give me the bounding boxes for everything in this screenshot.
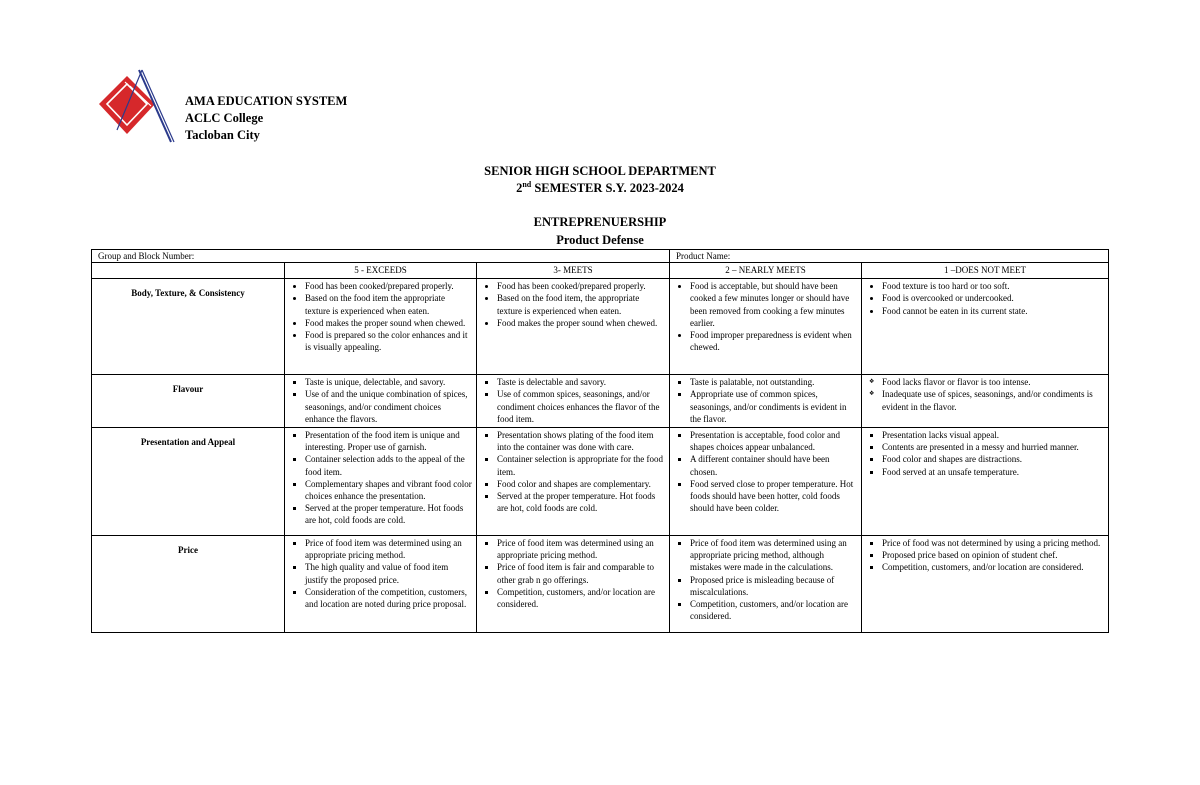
descriptor: ▪ Consideration of the competition, customers, and location are noted during price proposal. (305, 586, 472, 610)
descriptor: ▪ Presentation is acceptable, food color and shapes choices appear unbalanced. (690, 429, 857, 453)
descriptor: ▪ Price of food item was determined using an appropriate pricing method. (305, 537, 472, 561)
rubric-cell (477, 536, 670, 633)
descriptor: • Food is prepared so the color enhances and it is visually appealing. (305, 329, 472, 353)
rubric-cell (477, 375, 670, 428)
group-block-field[interactable]: Group and Block Number: (92, 250, 670, 263)
rubric-cell (477, 428, 670, 536)
subject-title: ENTREPRENUERSHIP (533, 215, 667, 229)
descriptor: ❖ Inadequate use of spices, seasonings, and/or condiments is evident in the flavor. (882, 388, 1104, 412)
rubric-cell (285, 279, 477, 375)
semester-title (0, 180, 1200, 196)
descriptor: ▪ Appropriate use of common spices, seasonings, and/or condiments is evident in the flavor. (690, 388, 857, 425)
level-header-row (92, 263, 1109, 279)
rubric-cell (670, 375, 862, 428)
rubric-cell (862, 375, 1109, 428)
descriptor: ▪ Contents are presented in a messy and hurried manner. (882, 441, 1104, 453)
rubric-cell (670, 279, 862, 375)
semester-number: 2 (516, 181, 523, 196)
criterion-label: Presentation and Appeal (92, 428, 285, 536)
college-name: ACLC College (185, 111, 264, 125)
semester-text: SEMESTER S.Y. 2023-2024 (531, 181, 684, 196)
descriptor: • Food makes the proper sound when chewed. (305, 317, 472, 329)
descriptor: • Food makes the proper sound when chewed. (497, 317, 665, 329)
descriptor: ▪ Price of food was not determined by using a pricing method. (882, 537, 1104, 549)
descriptor: • Based on the food item the appropriate texture is experienced when eaten. (305, 292, 472, 316)
descriptor: ▪ Served at the proper temperature. Hot foods are hot, cold foods are cold. (305, 502, 472, 526)
descriptor: ▪ Presentation lacks visual appeal. (882, 429, 1104, 441)
descriptor: ▪ Use of and the unique combination of spices, seasonings, and/or condiment choices enhance the flavors. (305, 388, 472, 425)
blank-header-cell (92, 263, 285, 279)
criterion-label: Flavour (92, 375, 285, 428)
descriptor: • Food is overcooked or undercooked. (882, 292, 1104, 304)
rubric-cell (862, 279, 1109, 375)
descriptor: ▪ Taste is palatable, not outstanding. (690, 376, 857, 388)
department-title: SENIOR HIGH SCHOOL DEPARTMENT (484, 164, 716, 178)
product-name-field[interactable]: Product Name: (670, 250, 1109, 263)
org-block (185, 93, 347, 144)
descriptor: ▪ Proposed price is misleading because of miscalculations. (690, 574, 857, 598)
criterion-label: Body, Texture, & Consistency (92, 279, 285, 375)
descriptor: • Food improper preparedness is evident when chewed. (690, 329, 857, 353)
rubric-table (91, 249, 1109, 633)
descriptor: ▪ Competition, customers, and/or location are considered. (882, 561, 1104, 573)
descriptor: ▪ Presentation of the food item is unique and interesting. Proper use of garnish. (305, 429, 472, 453)
descriptor: • Food is acceptable, but should have been cooked a few minutes longer or should have been removed from cooking a few minutes earlier. (690, 280, 857, 329)
rubric-cell (477, 279, 670, 375)
descriptor: ▪ Competition, customers, and/or location are considered. (497, 586, 665, 610)
criterion-row (92, 375, 1109, 428)
descriptor: ▪ Container selection is appropriate for the food item. (497, 453, 665, 477)
level-meets: 3- MEETS (477, 263, 670, 279)
org-name: AMA EDUCATION SYSTEM (185, 94, 348, 108)
descriptor: • Food cannot be eaten in its current state. (882, 305, 1104, 317)
descriptor: ▪ Food color and shapes are distractions. (882, 453, 1104, 465)
descriptor: ▪ Container selection adds to the appeal of the food item. (305, 453, 472, 477)
descriptor: ▪ Served at the proper temperature. Hot foods are hot, cold foods are cold. (497, 490, 665, 514)
descriptor: • Food texture is too hard or too soft. (882, 280, 1104, 292)
level-nearly-meets: 2 – NEARLY MEETS (670, 263, 862, 279)
criterion-row (92, 536, 1109, 633)
descriptor: • Based on the food item, the appropriate texture is experienced when eaten. (497, 292, 665, 316)
descriptor: ▪ Proposed price based on opinion of student chef. (882, 549, 1104, 561)
descriptor: ▪ The high quality and value of food item justify the proposed price. (305, 561, 472, 585)
rubric-subtitle: Product Defense (556, 233, 644, 247)
rubric-cell (862, 536, 1109, 633)
level-does-not-meet: 1 –DOES NOT MEET (862, 263, 1109, 279)
descriptor: ▪ Price of food item was determined using an appropriate pricing method. (497, 537, 665, 561)
descriptor: ▪ Food served at an unsafe temperature. (882, 466, 1104, 478)
semester-suffix: nd (522, 180, 532, 189)
level-exceeds: 5 - EXCEEDS (285, 263, 477, 279)
rubric-cell (670, 428, 862, 536)
descriptor: • Food has been cooked/prepared properly. (497, 280, 665, 292)
descriptor: ▪ Competition, customers, and/or location are considered. (690, 598, 857, 622)
descriptor: ▪ Taste is unique, delectable, and savory. (305, 376, 472, 388)
descriptor: ▪ A different container should have been chosen. (690, 453, 857, 477)
criterion-label: Price (92, 536, 285, 633)
rubric-cell (285, 375, 477, 428)
descriptor: • Food has been cooked/prepared properly. (305, 280, 472, 292)
criterion-row (92, 428, 1109, 536)
descriptor: ▪ Use of common spices, seasonings, and/or condiment choices enhances the flavor of the food item. (497, 388, 665, 425)
rubric-cell (285, 428, 477, 536)
city-name: Tacloban City (185, 128, 260, 142)
descriptor: ▪ Taste is delectable and savory. (497, 376, 665, 388)
rubric-cell (285, 536, 477, 633)
descriptor: ▪ Food served close to proper temperature. Hot foods should have been hotter, cold foods should have been colder. (690, 478, 857, 515)
rubric-cell (862, 428, 1109, 536)
descriptor: ▪ Complementary shapes and vibrant food color choices enhance the presentation. (305, 478, 472, 502)
descriptor: ❖ Food lacks flavor or flavor is too intense. (882, 376, 1104, 388)
descriptor: ▪ Price of food item is fair and comparable to other grab n go offerings. (497, 561, 665, 585)
ama-logo (97, 68, 177, 144)
info-row (92, 250, 1109, 263)
criterion-row (92, 279, 1109, 375)
descriptor: ▪ Price of food item was determined using an appropriate pricing method, although mistakes were made in the calculations. (690, 537, 857, 574)
descriptor: ▪ Presentation shows plating of the food item into the container was done with care. (497, 429, 665, 453)
rubric-cell (670, 536, 862, 633)
descriptor: ▪ Food color and shapes are complementary. (497, 478, 665, 490)
